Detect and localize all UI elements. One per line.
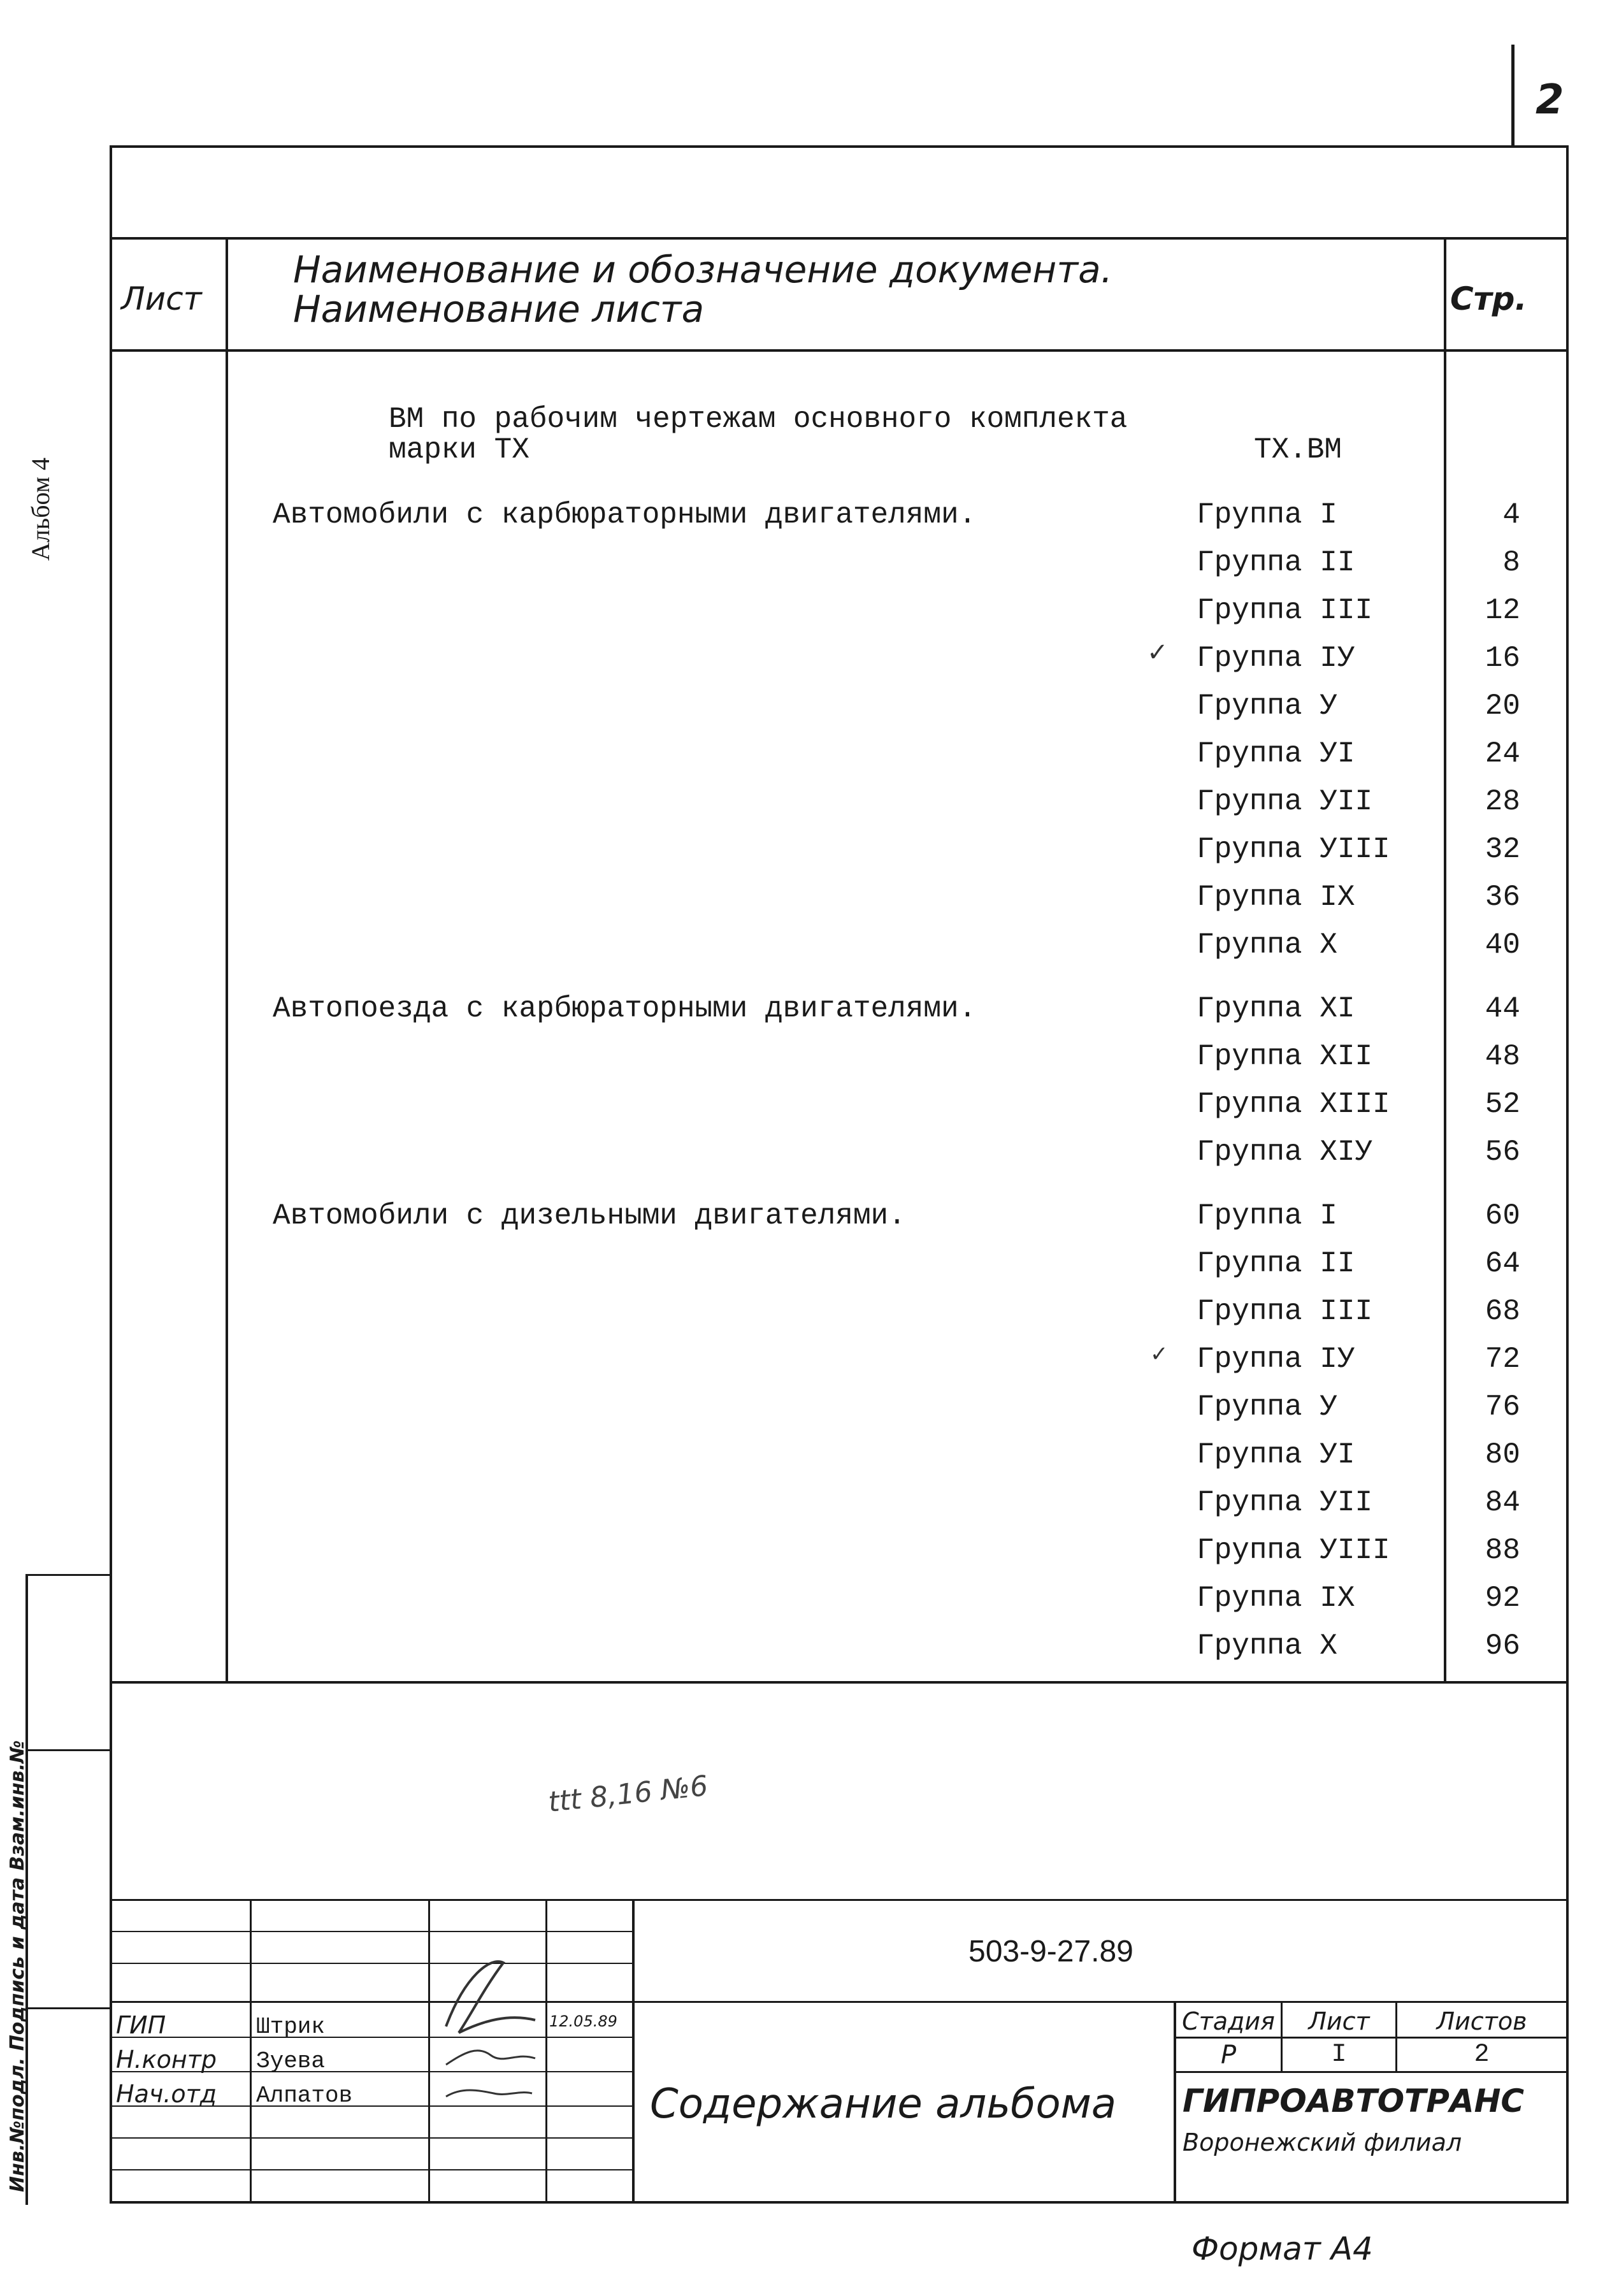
paper-format: Формат А4: [1191, 2230, 1373, 2267]
col-sheet-divider: [226, 237, 228, 1684]
page-number: 44: [1485, 992, 1520, 1025]
header-col-title-line2: Наименование листа: [293, 287, 705, 331]
titleblock-left-divider: [632, 1899, 635, 2204]
signer-date: 12.05.89: [549, 2012, 617, 2030]
group-label: Группа IУ: [1197, 642, 1355, 675]
group-label: Группа УIII: [1197, 833, 1390, 866]
group-label: Группа ХI: [1197, 992, 1355, 1025]
group-label: Группа Х: [1197, 1629, 1337, 1663]
sig-row-line: [110, 1963, 632, 1964]
sig-row-line: [110, 2037, 632, 2038]
section-title: Автомобили с карбюраторными двигателями.: [273, 498, 977, 531]
signer-name: Алпатов: [256, 2083, 353, 2109]
header-col-sheet: Лист: [121, 280, 202, 317]
org-name: ГИПРОАВТОТРАНС: [1183, 2083, 1525, 2119]
section-title: Автомобили с дизельными двигателями.: [273, 1199, 906, 1232]
titleblock-mid: [632, 2001, 1569, 2003]
check-mark: ✓: [1150, 1343, 1169, 1366]
group-label: Группа ХIII: [1197, 1088, 1390, 1121]
page-number: 48: [1485, 1040, 1520, 1073]
group-label: Группа УI: [1197, 1438, 1355, 1471]
page-number: 96: [1485, 1629, 1520, 1663]
page-number: 76: [1485, 1390, 1520, 1424]
group-label: Группа У: [1197, 1390, 1337, 1424]
header-col-title-line1: Наименование и обозначение документа.: [293, 248, 1113, 291]
document-title: Содержание альбома: [650, 2081, 1117, 2128]
group-label: Группа II: [1197, 1247, 1355, 1280]
handwritten-note: ttt 8,16 №6: [547, 1769, 710, 1819]
group-label: Группа У: [1197, 690, 1337, 723]
stage-row-line: [1174, 2071, 1569, 2073]
sheet-value: I: [1331, 2040, 1347, 2069]
stage-label: Стадия: [1182, 2007, 1275, 2035]
side-stamp-top: [25, 1574, 111, 1576]
group-label: Группа I: [1197, 1199, 1337, 1232]
page-number: 28: [1485, 785, 1520, 818]
group-label: Группа УI: [1197, 737, 1355, 770]
group-label: Группа Х: [1197, 928, 1337, 962]
side-stamp-divider-2: [25, 2007, 111, 2009]
page-number: 4: [1502, 498, 1520, 531]
page-number: 56: [1485, 1136, 1520, 1169]
group-label: Группа ХII: [1197, 1040, 1373, 1073]
page-number: 92: [1485, 1582, 1520, 1615]
header-col-page: Стр.: [1450, 280, 1527, 317]
page-number: 60: [1485, 1199, 1520, 1232]
signature-scribbles: [433, 1937, 548, 2116]
sig-col-line: [250, 1899, 252, 2204]
page-number: 40: [1485, 928, 1520, 962]
group-label: Группа III: [1197, 1295, 1373, 1328]
group-label: Группа I: [1197, 498, 1337, 531]
header-bottom-line: [110, 349, 1569, 352]
sig-row-line: [110, 2169, 632, 2170]
stage-row-line: [1174, 2037, 1569, 2039]
signer-role: ГИП: [116, 2011, 166, 2039]
page-number: 80: [1485, 1438, 1520, 1471]
frame-left: [110, 145, 112, 2204]
group-label: Группа IУ: [1197, 1343, 1355, 1376]
group-label: Группа IХ: [1197, 1582, 1355, 1615]
signer-role: Нач.отд: [116, 2080, 217, 2108]
group-label: Группа ХIУ: [1197, 1136, 1373, 1169]
group-label: Группа УII: [1197, 785, 1373, 818]
sheet-number-divider: [1511, 45, 1515, 147]
group-label: Группа УIII: [1197, 1534, 1390, 1567]
signer-role: Н.контр: [116, 2046, 217, 2074]
sheet-label: Лист: [1308, 2007, 1370, 2035]
page-number: 84: [1485, 1486, 1520, 1519]
side-stamp-text: Инв.№подл. Подпись и дата Взам.инв.№: [6, 1740, 29, 2192]
page-number: 16: [1485, 642, 1520, 675]
group-label: Группа III: [1197, 594, 1373, 627]
sig-col-line: [428, 1899, 430, 2204]
page-number: 36: [1485, 881, 1520, 914]
sheets-value: 2: [1474, 2040, 1490, 2069]
page-number: 68: [1485, 1295, 1520, 1328]
frame-top: [110, 145, 1569, 148]
frame-right: [1566, 145, 1569, 2204]
frame-bottom: [110, 2201, 1569, 2204]
group-label: Группа УII: [1197, 1486, 1373, 1519]
sheets-label: Листов: [1436, 2007, 1527, 2035]
col-page-divider: [1444, 237, 1446, 1684]
table-bottom-line: [110, 1681, 1569, 1684]
intro-code: ТХ.ВМ: [1254, 433, 1342, 466]
page-number: 24: [1485, 737, 1520, 770]
document-designation: 503-9-27.89: [968, 1935, 1133, 1968]
titleblock-top: [110, 1899, 1569, 1901]
page-number: 52: [1485, 1088, 1520, 1121]
page-number: 8: [1502, 546, 1520, 579]
section-title: Автопоезда с карбюраторными двигателями.: [273, 992, 977, 1025]
signer-name: Штрик: [256, 2014, 326, 2040]
org-branch: Воронежский филиал: [1183, 2128, 1462, 2156]
page-number: 88: [1485, 1534, 1520, 1567]
group-label: Группа II: [1197, 546, 1355, 579]
page-number: 72: [1485, 1343, 1520, 1376]
check-mark: ✓: [1147, 638, 1169, 667]
album-side-label: Альбом 4: [26, 458, 55, 561]
page-number: 64: [1485, 1247, 1520, 1280]
header-top-line: [110, 237, 1569, 240]
stage-value: Р: [1220, 2040, 1237, 2070]
sig-row-line: [110, 1931, 632, 1932]
sig-row-line: [110, 2137, 632, 2139]
sheet-number: 2: [1536, 76, 1564, 124]
group-label: Группа IХ: [1197, 881, 1355, 914]
page-number: 32: [1485, 833, 1520, 866]
signer-name: Зуева: [256, 2048, 326, 2074]
page-number: 20: [1485, 690, 1520, 723]
page-number: 12: [1485, 594, 1520, 627]
side-stamp-divider-1: [25, 1749, 111, 1751]
sig-row-line: [110, 2001, 632, 2003]
intro-line-2: марки ТХ: [389, 433, 529, 466]
intro-line-1: ВМ по рабочим чертежам основного комплекта: [389, 403, 1128, 436]
